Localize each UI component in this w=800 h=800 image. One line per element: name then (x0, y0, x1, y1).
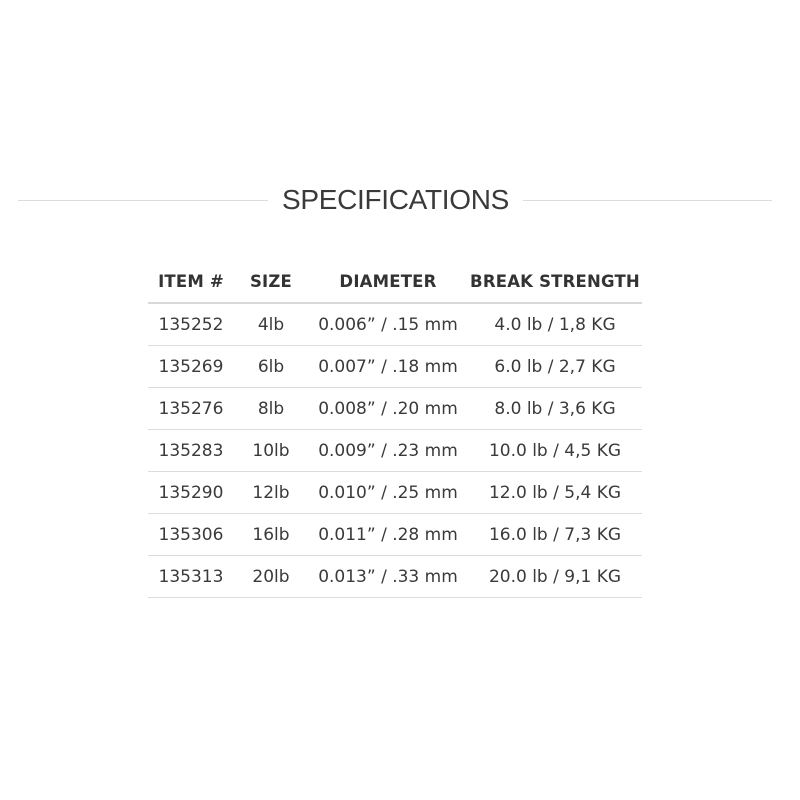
header-break-strength: BREAK STRENGTH (468, 261, 642, 303)
cell-diameter: 0.007” / .18 mm (308, 346, 468, 388)
cell-item-number: 135276 (148, 388, 234, 430)
cell-break-strength: 6.0 lb / 2,7 KG (468, 346, 642, 388)
cell-item-number: 135283 (148, 430, 234, 472)
table-row (148, 472, 642, 514)
cell-diameter: 0.013” / .33 mm (308, 556, 468, 598)
cell-break-strength: 12.0 lb / 5,4 KG (468, 472, 642, 514)
cell-item-number: 135269 (148, 346, 234, 388)
cell-size: 4lb (234, 303, 308, 346)
cell-diameter: 0.010” / .25 mm (308, 472, 468, 514)
cell-size: 8lb (234, 388, 308, 430)
cell-size: 6lb (234, 346, 308, 388)
header-item-number: ITEM # (148, 261, 234, 303)
header-diameter: DIAMETER (308, 261, 468, 303)
heading-divider-right (523, 200, 772, 201)
cell-item-number: 135306 (148, 514, 234, 556)
table-row (148, 556, 642, 598)
heading-divider-left (18, 200, 268, 201)
cell-diameter: 0.011” / .28 mm (308, 514, 468, 556)
cell-break-strength: 16.0 lb / 7,3 KG (468, 514, 642, 556)
cell-diameter: 0.008” / .20 mm (308, 388, 468, 430)
specifications-table (148, 261, 642, 598)
cell-diameter: 0.006” / .15 mm (308, 303, 468, 346)
cell-diameter: 0.009” / .23 mm (308, 430, 468, 472)
cell-break-strength: 4.0 lb / 1,8 KG (468, 303, 642, 346)
cell-size: 16lb (234, 514, 308, 556)
header-size: SIZE (234, 261, 308, 303)
table-row (148, 303, 642, 346)
cell-break-strength: 20.0 lb / 9,1 KG (468, 556, 642, 598)
section-heading (0, 178, 800, 222)
cell-size: 10lb (234, 430, 308, 472)
table-header-row (148, 261, 642, 303)
section-title: SPECIFICATIONS (281, 184, 510, 215)
table-row (148, 346, 642, 388)
table-row (148, 388, 642, 430)
cell-item-number: 135313 (148, 556, 234, 598)
cell-size: 12lb (234, 472, 308, 514)
cell-break-strength: 8.0 lb / 3,6 KG (468, 388, 642, 430)
table-row (148, 514, 642, 556)
cell-size: 20lb (234, 556, 308, 598)
cell-item-number: 135252 (148, 303, 234, 346)
cell-break-strength: 10.0 lb / 4,5 KG (468, 430, 642, 472)
cell-item-number: 135290 (148, 472, 234, 514)
table-row (148, 430, 642, 472)
